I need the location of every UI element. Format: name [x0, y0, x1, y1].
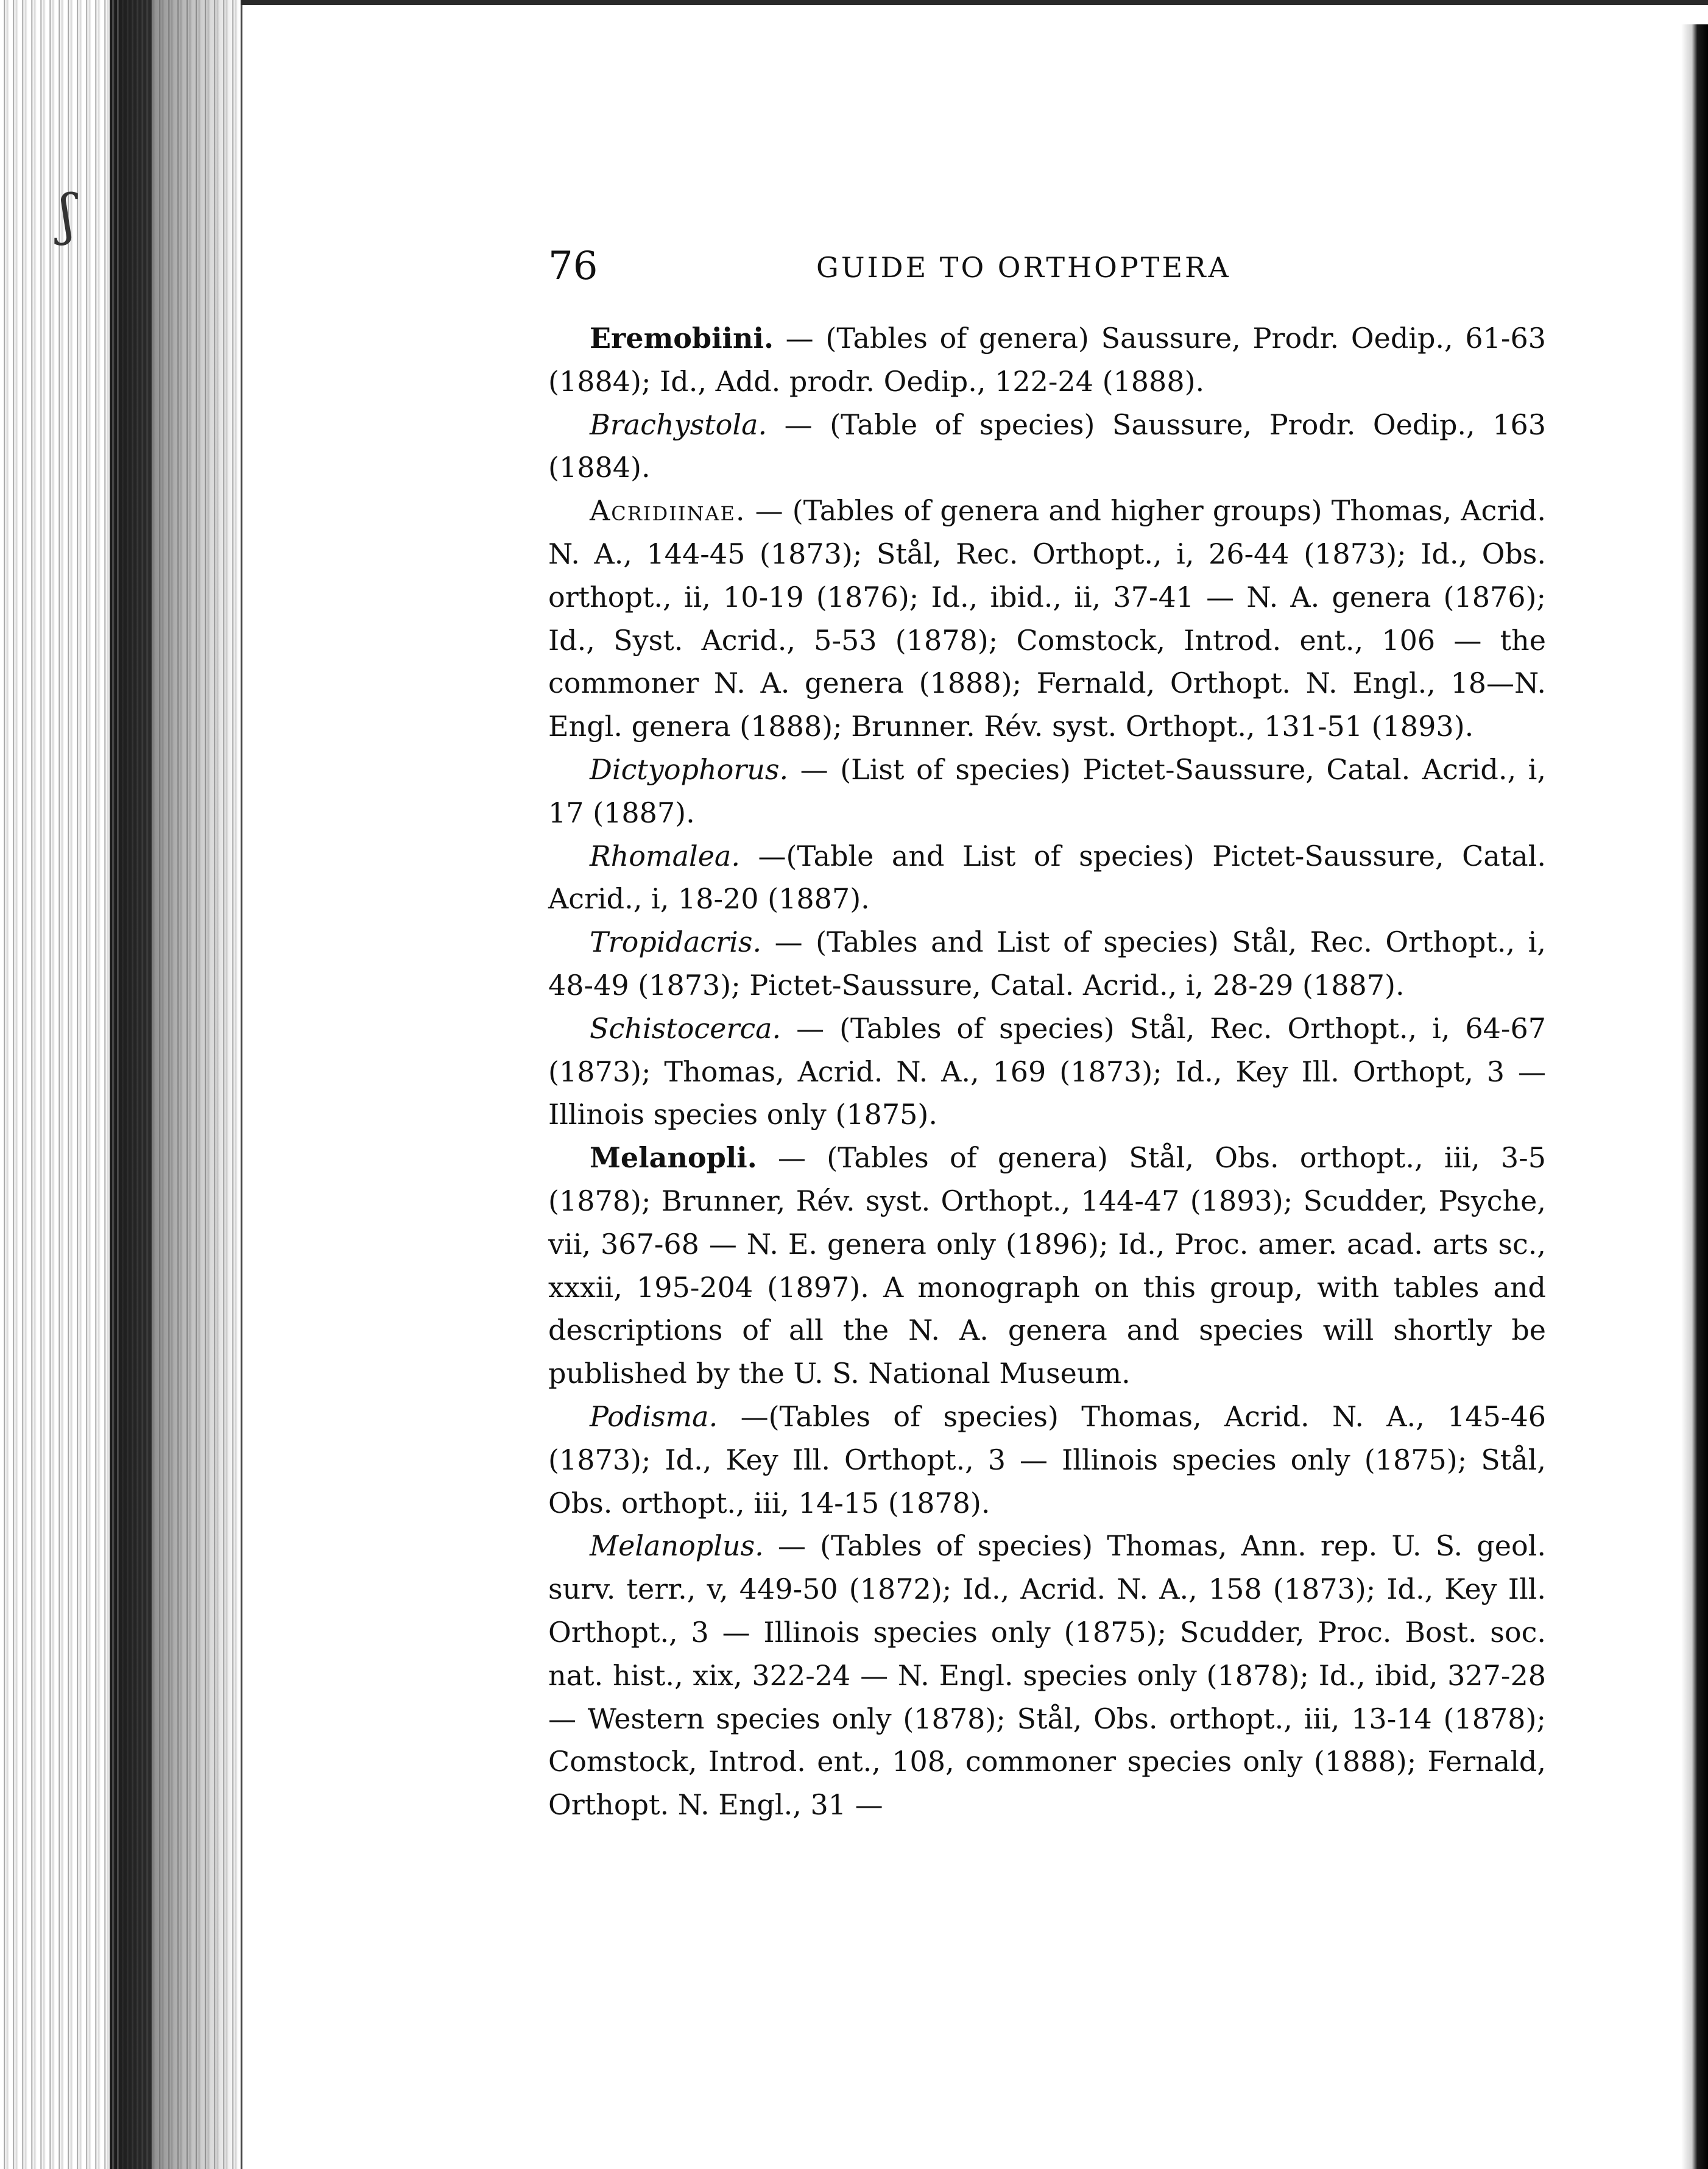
entry-heading: Rhomalea.: [590, 839, 740, 872]
entry-heading: Tropidacris.: [590, 925, 762, 959]
entry-melanopli: [548, 1136, 1546, 1395]
entry-melanoplus: [548, 1524, 1546, 1827]
entry-heading: Melanopli.: [590, 1141, 757, 1175]
entry-text: — (Tables of species) Thomas, Ann. rep. U. S. geol. surv. terr., v, 449-50 (1872); Id., Acrid. N. A., 158 (1873); Id., Key Ill. Orthopt., 3 — Illinois species only (1875); Scudder, Proc. Bost. soc. nat. hist., xix, 322-24 — N. Engl. species only (1878); Id., ibid, 327-28 — Western species only (1878); Stål, Obs. orthopt., iii, 13-14 (1878); Comstock, Introd. ent., 108, commoner species only (1888); Fernald, Orthopt. N. Engl., 31 —: [548, 1529, 1546, 1822]
entry-text: —(Tables of species) Thomas, Acrid. N. A., 145-46 (1873); Id., Key Ill. Orthopt., 3 — Illinois species only (1875); Stål, Obs. orthopt., iii, 14-15 (1878).: [548, 1399, 1546, 1520]
entry-text: —(Table and List of species) Pictet-Saussure, Catal. Acrid., i, 18-20 (1887).: [548, 839, 1546, 916]
entry-schistocerca: [548, 1007, 1546, 1136]
page-header: [548, 244, 1553, 299]
entry-dictyophorus: [548, 748, 1546, 835]
entry-text: — (Tables of genera and higher groups) Thomas, Acrid. N. A., 144-45 (1873); Stål, Rec. Orthopt., i, 26-44 (1873); Id., Obs. orthopt., ii, 10-19 (1876); Id., ibid., ii, 37-41 — N. A. genera (1876); Id., Syst. Acrid., 5-53 (1878); Comstock, Introd. ent., 106 — the commoner N. A. genera (1888); Fernald, Orthopt. N. Engl., 18—N. Engl. genera (1888); Brunner. Rév. syst. Orthopt., 131-51 (1893).: [548, 494, 1546, 743]
entry-brachystola: [548, 403, 1546, 490]
page-right-edge: [1681, 24, 1708, 2169]
gutter-shadow: [119, 0, 241, 2169]
entry-heading: Podisma.: [590, 1399, 718, 1433]
entry-heading: Melanoplus.: [590, 1529, 764, 1563]
entry-heading: Brachystola.: [590, 408, 768, 441]
entry-heading: Acridiinae.: [590, 494, 746, 528]
entry-text: — (Table of species) Saussure, Prodr. Oedip., 163 (1884).: [548, 408, 1546, 484]
entry-heading: Dictyophorus.: [590, 752, 789, 786]
entry-text: — (Tables of genera) Saussure, Prodr. Oedip., 61-63 (1884); Id., Add. prodr. Oedip., 122-24 (1888).: [548, 322, 1546, 398]
entry-text: — (Tables and List of species) Stål, Rec. Orthopt., i, 48-49 (1873); Pictet-Saussure, Catal. Acrid., i, 28-29 (1887).: [548, 925, 1546, 1002]
running-head: GUIDE TO ORTHOPTERA: [816, 251, 1231, 284]
page-top-edge: [241, 0, 1708, 5]
entry-heading: Schistocerca.: [590, 1011, 782, 1045]
entry-rhomalea: [548, 835, 1546, 921]
body-text: [548, 317, 1546, 1827]
entry-podisma: [548, 1395, 1546, 1524]
margin-mark: ʃ: [60, 183, 75, 247]
entry-acridiinae: [548, 489, 1546, 748]
entry-text: — (Tables of genera) Stål, Obs. orthopt., iii, 3-5 (1878); Brunner, Rév. syst. Orthopt., 144-47 (1893); Scudder, Psyche, vii, 367-68 — N. E. genera only (1896); Id., Proc. amer. acad. arts sc., xxxii, 195-204 (1897). A monograph on this group, with tables and descriptions of all the N. A. genera and species will shortly be published by the U. S. National Museum.: [548, 1141, 1546, 1390]
entry-text: — (List of species) Pictet-Saussure, Catal. Acrid., i, 17 (1887).: [548, 752, 1546, 829]
entry-tropidacris: [548, 921, 1546, 1007]
entry-heading: Eremobiini.: [590, 322, 774, 355]
page-number: 76: [548, 244, 598, 289]
entry-eremobiini: [548, 317, 1546, 403]
entry-text: — (Tables of species) Stål, Rec. Orthopt., i, 64-67 (1873); Thomas, Acrid. N. A., 169 (1873); Id., Key Ill. Orthopt, 3 — Illinois species only (1875).: [548, 1011, 1546, 1131]
